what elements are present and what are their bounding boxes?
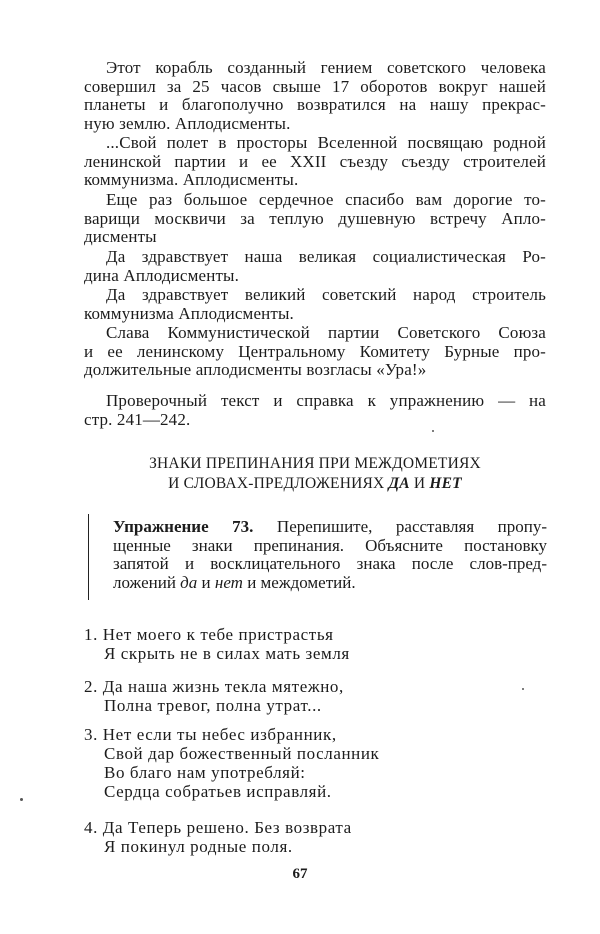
text-line: Да здравствует великий советский народ строитель bbox=[106, 285, 546, 304]
text-line: дина Аплодисменты. bbox=[84, 265, 240, 285]
exercise-instructions bbox=[88, 514, 547, 600]
paragraph-6 bbox=[84, 324, 546, 380]
poem-line: 1. Нет моего к тебе пристрастья bbox=[84, 625, 334, 644]
text-line: должительные аплодисменты возгласы «Ура!» bbox=[84, 360, 427, 380]
text-line: стр. 241—242. bbox=[84, 409, 191, 429]
paragraph-5 bbox=[84, 286, 546, 323]
poem-line: Во благо нам употребляй: bbox=[104, 763, 306, 782]
exercise-line bbox=[113, 574, 547, 593]
exercise-text-part: ложений bbox=[113, 572, 181, 592]
poem-1 bbox=[84, 625, 350, 663]
text-line: и ее ленинскому Центральному Комитету Бурные про- bbox=[84, 341, 546, 361]
exercise-line: запятой и восклицательного знака после слов-пред- bbox=[113, 554, 547, 574]
poem-3 bbox=[84, 725, 379, 801]
exercise-text-part: Перепишите, расставляя пропу- bbox=[253, 517, 548, 536]
text-line: планеты и благополучно возвратился на нашу прекрас- bbox=[84, 95, 546, 115]
reference-note bbox=[84, 392, 546, 429]
heading-emphasis: НЕТ bbox=[429, 475, 462, 492]
exercise-line bbox=[113, 518, 547, 537]
page-number: 67 bbox=[292, 866, 308, 882]
text-line: ...Свой полет в просторы Вселенной посвящаю родной bbox=[106, 133, 546, 152]
exercise-text-part: и bbox=[197, 572, 215, 592]
exercise-text bbox=[113, 518, 547, 592]
heading-text: И СЛОВАХ-ПРЕДЛОЖЕНИЯХ bbox=[168, 475, 389, 492]
exercise-label: Упражнение 73. bbox=[113, 517, 254, 536]
text-line: Еще раз большое сердечное спасибо вам дорогие то- bbox=[106, 190, 546, 209]
paragraph-4 bbox=[84, 248, 546, 285]
poem-line: Сердца собратьев исправляй. bbox=[104, 782, 332, 801]
poem-line: Я покинул родные поля. bbox=[104, 837, 293, 856]
poem-2 bbox=[84, 677, 344, 715]
section-heading bbox=[84, 454, 546, 494]
text-line: дисменты bbox=[84, 227, 157, 247]
poem-line: 3. Нет если ты небес избранник, bbox=[84, 725, 337, 744]
text-line: ленинской партии и ее XXII съезду съезду строителей bbox=[84, 151, 546, 171]
heading-emphasis: ДА bbox=[388, 475, 410, 492]
text-line: ную землю. Аплодисменты. bbox=[84, 113, 291, 133]
heading-text: И bbox=[409, 475, 430, 492]
exercise-text-part: и междометий. bbox=[242, 572, 356, 592]
poem-line: Полна тревог, полна утрат... bbox=[104, 696, 322, 715]
exercise-emphasis: нет bbox=[214, 572, 243, 592]
poem-line: 4. Да Теперь решено. Без возврата bbox=[84, 818, 352, 837]
heading-line: ЗНАКИ ПРЕПИНАНИЯ ПРИ МЕЖДОМЕТИЯХ bbox=[149, 455, 481, 472]
text-line: коммунизма. Аплодисменты. bbox=[84, 170, 299, 190]
text-line: коммунизма Аплодисменты. bbox=[84, 303, 294, 323]
text-line: Да здравствует наша великая социалистическая Ро- bbox=[106, 247, 546, 266]
heading-line bbox=[84, 474, 546, 494]
text-line: Слава Коммунистической партии Советского Союза bbox=[106, 323, 546, 342]
exercise-line: щенные знаки препинания. Объясните постановку bbox=[113, 535, 547, 555]
poem-line: 2. Да наша жизнь текла мятежно, bbox=[84, 677, 344, 696]
text-line: варищи москвичи за теплую душевную встречу Апло- bbox=[84, 208, 546, 228]
exercise-emphasis: да bbox=[180, 572, 198, 592]
scan-speck bbox=[20, 798, 23, 801]
text-line: Этот корабль созданный гением советского человека bbox=[106, 58, 546, 77]
poem-line: Свой дар божественный посланник bbox=[104, 744, 380, 763]
paragraph-2 bbox=[84, 134, 546, 190]
paragraph-1 bbox=[84, 59, 546, 133]
poem-4 bbox=[84, 818, 352, 856]
scan-speck bbox=[432, 430, 434, 432]
paragraph-3 bbox=[84, 191, 546, 247]
poem-line: Я скрыть не в силах мать земля bbox=[104, 644, 350, 663]
text-line: совершил за 25 часов свыше 17 оборотов вокруг нашей bbox=[84, 76, 546, 96]
text-line: Проверочный текст и справка к упражнению — на bbox=[106, 391, 546, 410]
scan-speck bbox=[522, 688, 524, 690]
